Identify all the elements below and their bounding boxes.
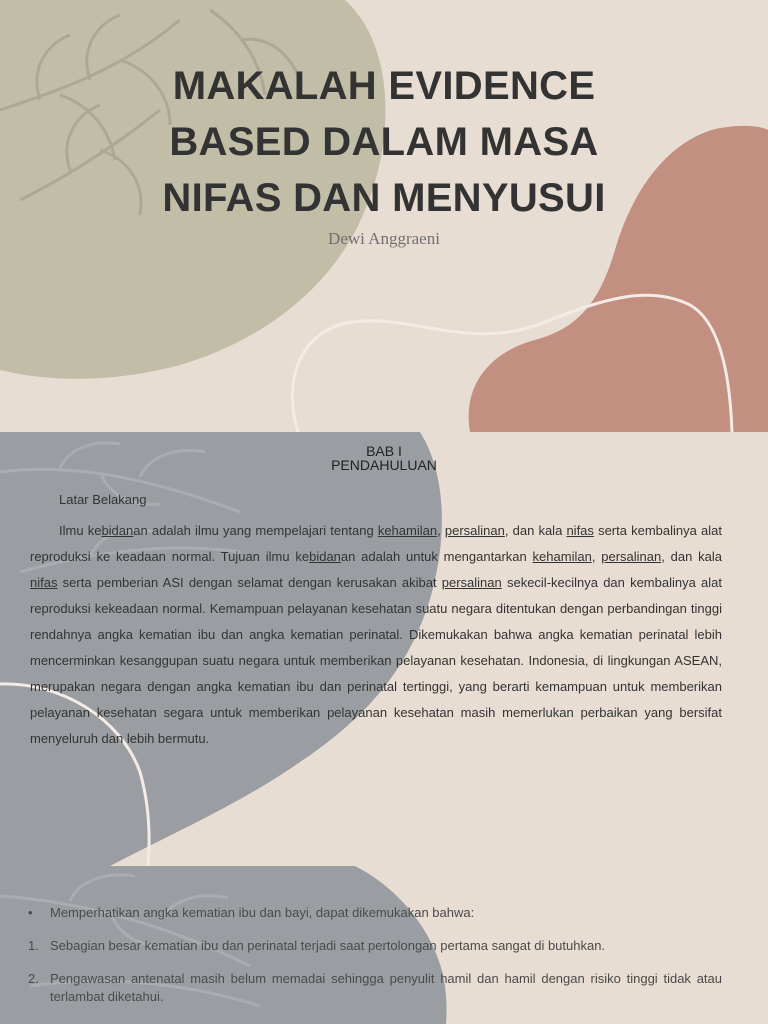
keyword-link[interactable]: bidan [309,549,341,564]
keyword-link[interactable]: bidan [101,523,134,538]
list-number: 2. [28,971,39,986]
section-heading: Latar Belakang [59,492,147,507]
points-slide [0,866,768,1024]
chapter-title: PENDAHULUAN [331,457,437,473]
title-line-2: BASED DALAM MASA [169,120,599,164]
list-item [28,970,722,1006]
bullet-marker: • [28,905,33,920]
author-name: Dewi Anggraeni [328,229,440,248]
title-line-3: NIFAS DAN MENYUSUI [162,176,606,220]
keyword-link[interactable]: persalinan [601,549,662,564]
keyword-link[interactable]: persalinan [444,523,505,538]
keyword-link[interactable]: kehamilan [532,549,592,564]
keyword-link[interactable]: persalinan [441,575,502,590]
list-number: 1. [28,938,39,953]
keyword-link[interactable]: nifas [30,575,58,590]
list-item-text: Memperhatikan angka kematian ibu dan bayi, dapat dikemukakan bahwa: [50,905,475,920]
chapter-number: BAB I [366,443,402,459]
introduction-slide [0,432,768,866]
document-title [84,58,684,226]
chapter-heading [284,444,484,472]
list-item [28,937,722,955]
list-item-text: Pengawasan antenatal masih belum memadai sehingga penyulit hamil dan hamil dengan risiko tinggi tidak atau terlambat diketahui. [50,971,722,1004]
title-slide [0,0,768,432]
intro-paragraph: Ilmu kebidanan adalah ilmu yang mempelajari tentang kehamilan, persalinan, dan kala nifas serta kembalinya alat reproduksi ke keadaan normal. Tujuan ilmu kebidanan adalah untuk mengantarkan kehamilan, persalinan, dan kala nifas serta pemberian ASI dengan selamat dengan kerusakan akibat persalinan sekecil-kecilnya dan kembalinya alat reproduksi kekeadaan normal. Kemampuan pelayanan kesehatan suatu negara ditentukan dengan perbandingan tinggi rendahnya angka kematian ibu dan angka kematian perinatal. Dikemukakan bahwa angka kematian perinatal lebih mencerminkan kesanggupan suatu negara untuk memberikan pelayanan kesehatan. Indonesia, di lingkungan ASEAN, merupakan negara dengan angka kematian ibu dan perinatal tertinggi, yang berarti kemampuan untuk memberikan pelayanan kesehatan segara untuk memberikan pelayanan kesehatan masih memerlukan perbaikan yang bersifat menyeluruh dan lebih bermutu. [30,523,722,746]
points-list [28,904,722,1021]
list-item [28,904,722,922]
keyword-link[interactable]: kehamilan [377,523,438,538]
keyword-link[interactable]: nifas [566,523,594,538]
list-item-text: Sebagian besar kematian ibu dan perinatal terjadi saat pertolongan pertama sangat di butuhkan. [50,938,606,953]
title-line-1: MAKALAH EVIDENCE [172,64,596,108]
